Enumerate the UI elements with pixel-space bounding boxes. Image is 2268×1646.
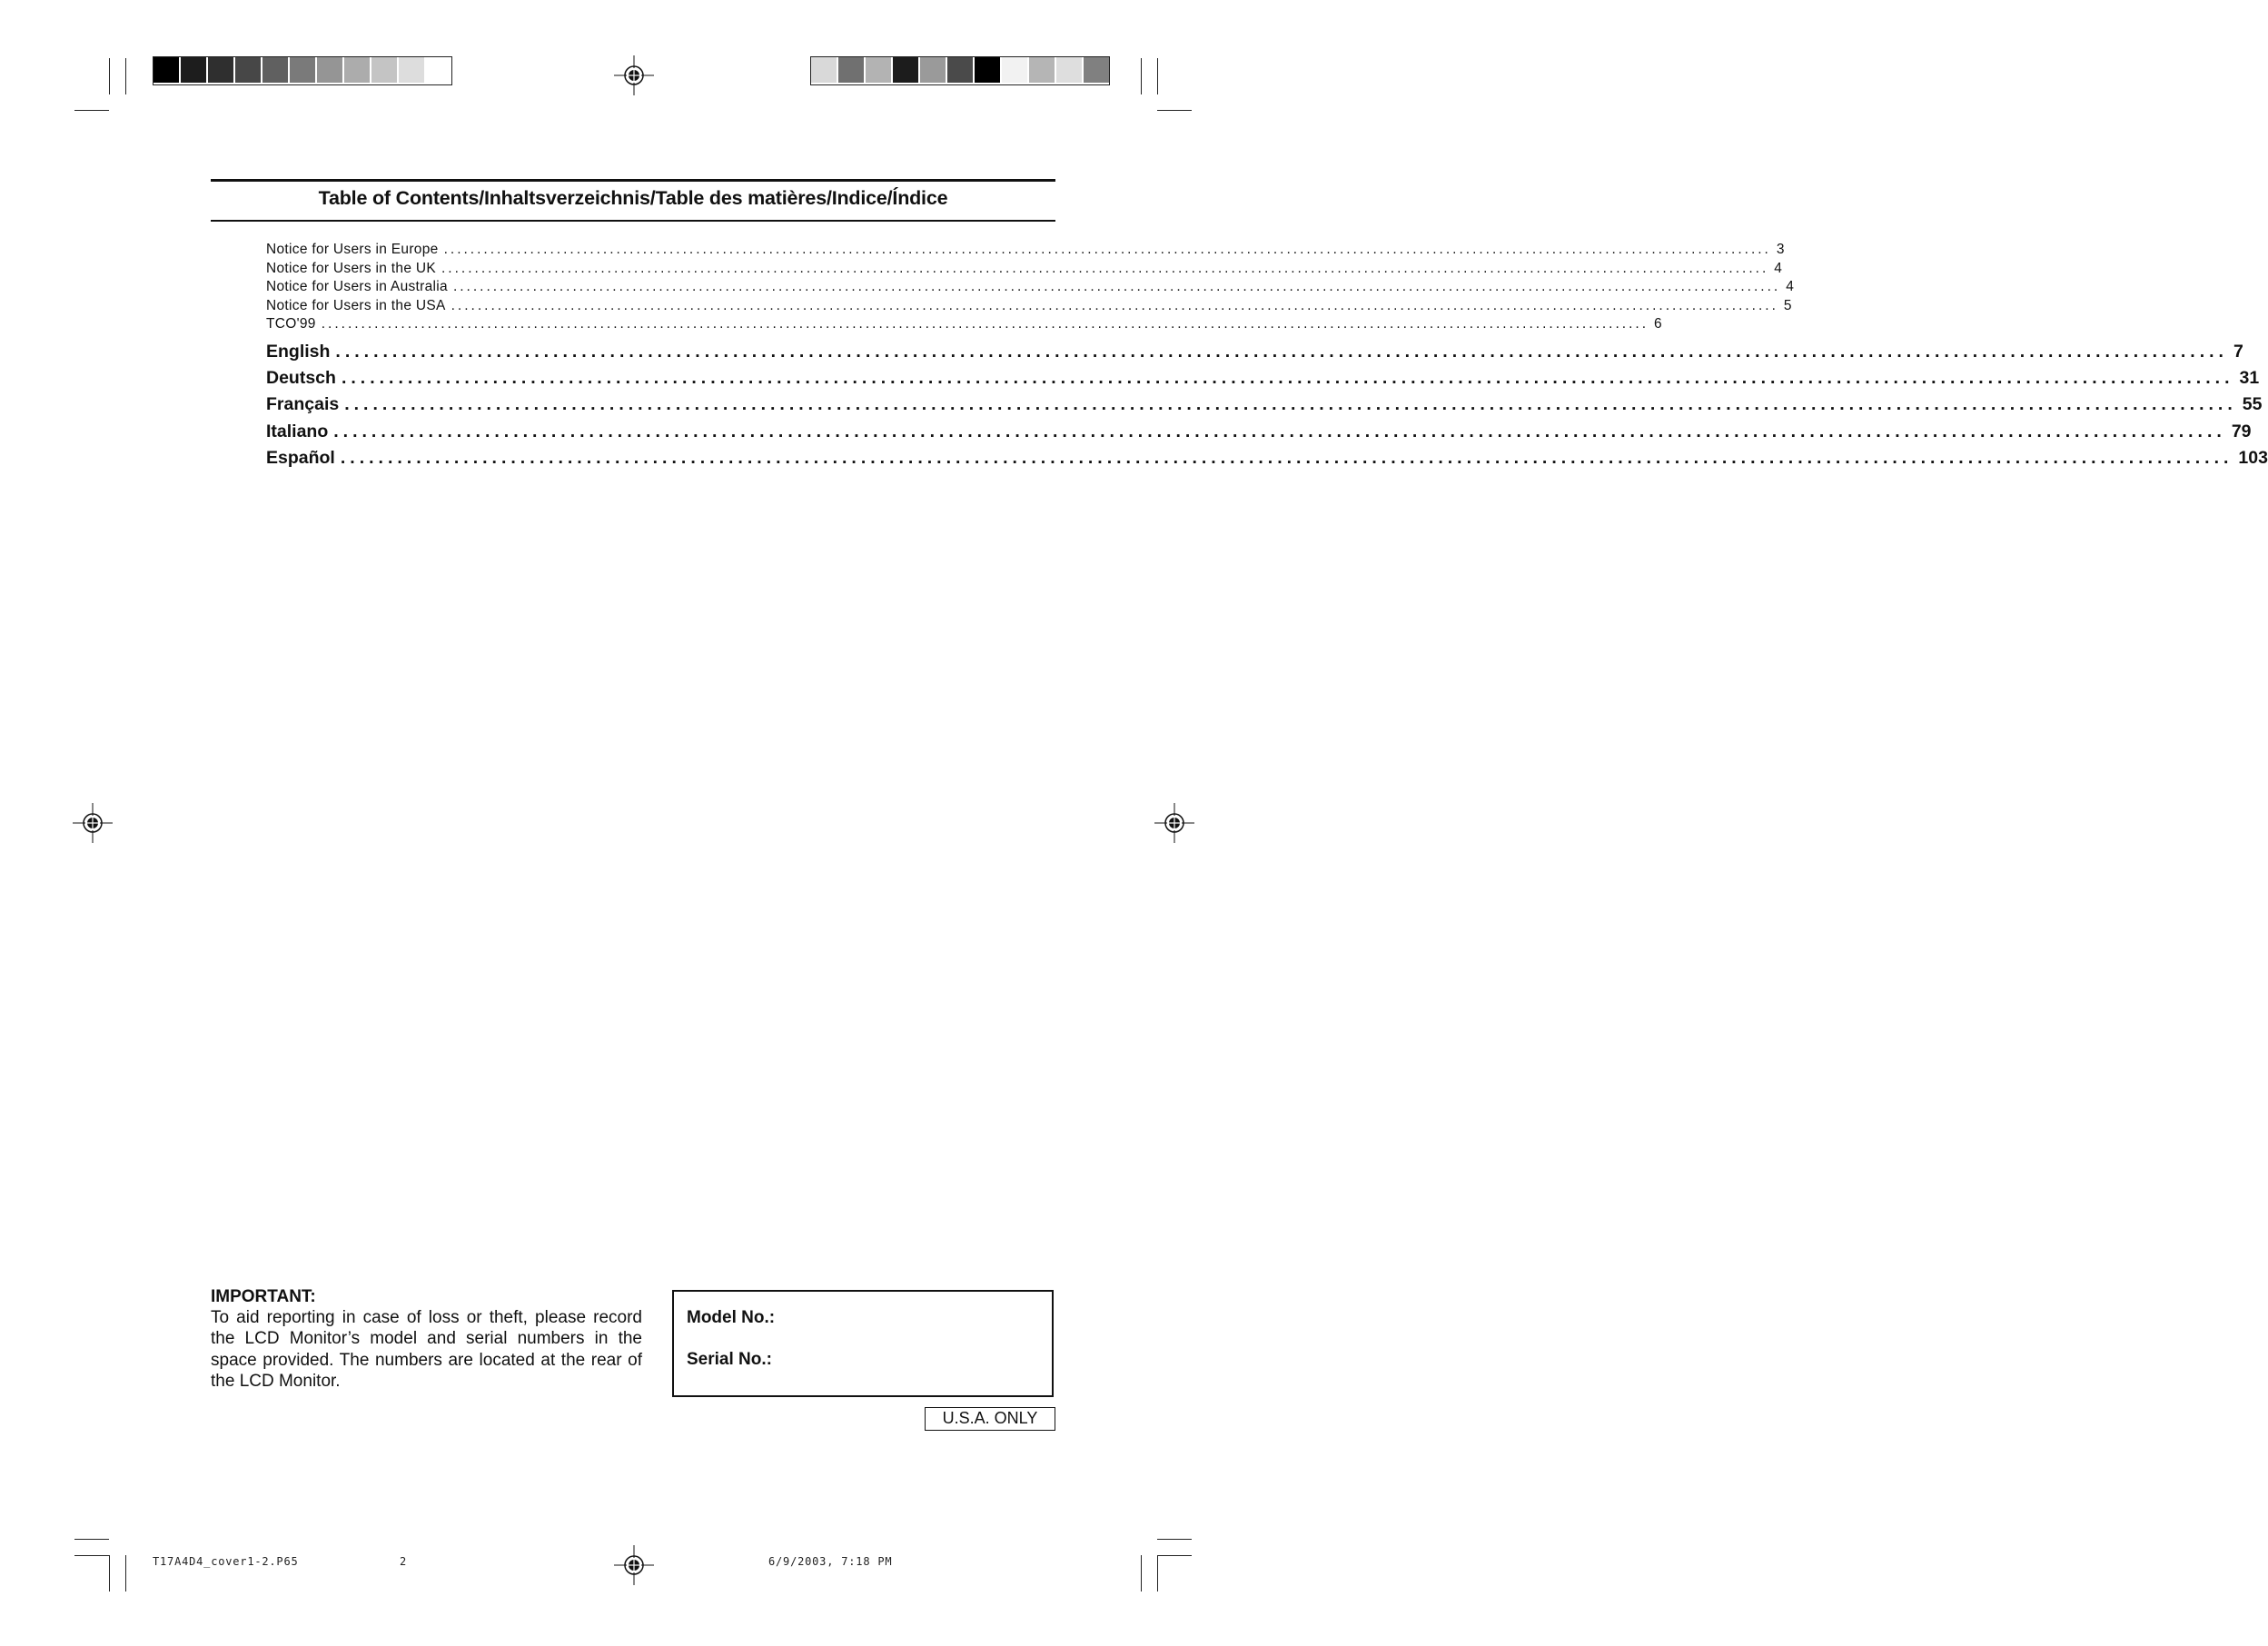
toc-entry-label: Deutsch: [266, 367, 336, 388]
toc-dot-leader: ........................................................................................................................................................................................................: [344, 394, 2237, 415]
registration-mark-icon: [614, 55, 654, 95]
color-bar-right: [810, 56, 1110, 85]
toc-entry: [266, 394, 2263, 421]
color-swatch: [426, 57, 451, 83]
region-note: U.S.A. ONLY: [925, 1407, 1055, 1431]
color-swatch: [344, 57, 371, 83]
important-heading: IMPORTANT:: [211, 1287, 316, 1306]
color-swatch: [317, 57, 344, 83]
toc-entry-label: Notice for Users in the USA: [266, 297, 446, 313]
toc-entry: [266, 448, 2268, 474]
toc-entry-page: 103: [2238, 448, 2268, 469]
toc-dot-leader: ........................................................................................................................................................................................................: [341, 367, 2234, 388]
model-serial-box: [672, 1290, 1054, 1397]
toc-entry-label: Notice for Users in Australia: [266, 279, 448, 294]
toc-dot-leader: ........................................................................................................................................................................................................: [335, 341, 2228, 362]
color-swatch: [208, 57, 235, 83]
toc-entry-page: 4: [1774, 260, 1783, 276]
color-swatch: [235, 57, 262, 83]
toc-entry-page: 5: [1783, 297, 1792, 313]
toc-entry: [266, 297, 1792, 317]
color-swatch: [154, 57, 181, 83]
registration-mark-icon: [1154, 803, 1194, 843]
toc-entry: [266, 242, 1785, 261]
color-swatch: [1056, 57, 1084, 83]
registration-mark-icon: [614, 1545, 654, 1585]
toc-entry-page: 6: [1654, 316, 1662, 332]
color-swatch: [399, 57, 426, 83]
toc-entry-label: Français: [266, 394, 340, 415]
registration-mark-icon: [73, 803, 113, 843]
toc-entry-page: 79: [2231, 421, 2252, 441]
toc-dot-leader: ........................................................................................................................................................................................................: [333, 421, 2226, 441]
toc-entry: [266, 341, 2243, 368]
color-swatch: [262, 57, 290, 83]
toc-entry-label: Notice for Users in Europe: [266, 242, 439, 257]
toc-dot-leader: ........................................................................................................................................................................................................: [321, 316, 1649, 332]
toc-entry-label: Español: [266, 448, 335, 469]
title-top-rule: [211, 179, 1055, 182]
toc-entry: [266, 316, 1662, 335]
color-swatch: [866, 57, 893, 83]
toc-entry: [266, 367, 2260, 394]
toc-entry: [266, 260, 1783, 280]
footer-page-number: 2: [400, 1555, 408, 1568]
important-body: To aid reporting in case of loss or theft, please record the LCD Monitor’s model and serial numbers in the space provided. The numbers are located at the rear of the LCD Monitor.: [211, 1308, 642, 1391]
color-swatch: [371, 57, 399, 83]
toc-entry-page: 55: [2242, 394, 2263, 415]
important-notice: [211, 1286, 642, 1392]
toc-entry-label: TCO'99: [266, 316, 316, 332]
toc-entry-page: 3: [1776, 242, 1785, 257]
toc-dot-leader: ........................................................................................................................................................................................................: [340, 448, 2233, 469]
title-bottom-rule: [211, 220, 1055, 222]
color-swatch: [1002, 57, 1029, 83]
table-of-contents: [266, 242, 2268, 474]
color-swatch: [947, 57, 975, 83]
toc-dot-leader: ........................................................................................................................................................................................................: [441, 260, 1769, 276]
toc-entry-page: 4: [1786, 279, 1795, 294]
toc-entry: [266, 421, 2252, 448]
toc-entry-label: English: [266, 341, 331, 362]
toc-dot-leader: ........................................................................................................................................................................................................: [451, 297, 1778, 313]
color-swatch: [893, 57, 920, 83]
color-swatch: [975, 57, 1002, 83]
toc-entry-label: Italiano: [266, 421, 329, 441]
color-bar-left: [153, 56, 452, 85]
footer-timestamp: 6/9/2003, 7:18 PM: [768, 1555, 893, 1568]
color-swatch: [290, 57, 317, 83]
page-title: Table of Contents/Inhaltsverzeichnis/Table des matières/Indice/Índice: [318, 187, 948, 209]
color-swatch: [181, 57, 208, 83]
color-swatch: [811, 57, 838, 83]
serial-number-label: Serial No.:: [687, 1350, 772, 1369]
toc-entry-label: Notice for Users in the UK: [266, 260, 436, 276]
toc-entry: [266, 279, 1795, 298]
toc-dot-leader: ........................................................................................................................................................................................................: [452, 279, 1781, 294]
color-swatch: [1084, 57, 1109, 83]
model-number-label: Model No.:: [687, 1308, 776, 1327]
footer-filename: T17A4D4_cover1-2.P65: [153, 1555, 299, 1568]
toc-entry-page: 7: [2233, 341, 2243, 362]
color-swatch: [838, 57, 866, 83]
toc-dot-leader: ........................................................................................................................................................................................................: [443, 242, 1771, 257]
toc-entry-page: 31: [2239, 367, 2260, 388]
color-swatch: [1029, 57, 1056, 83]
color-swatch: [920, 57, 947, 83]
